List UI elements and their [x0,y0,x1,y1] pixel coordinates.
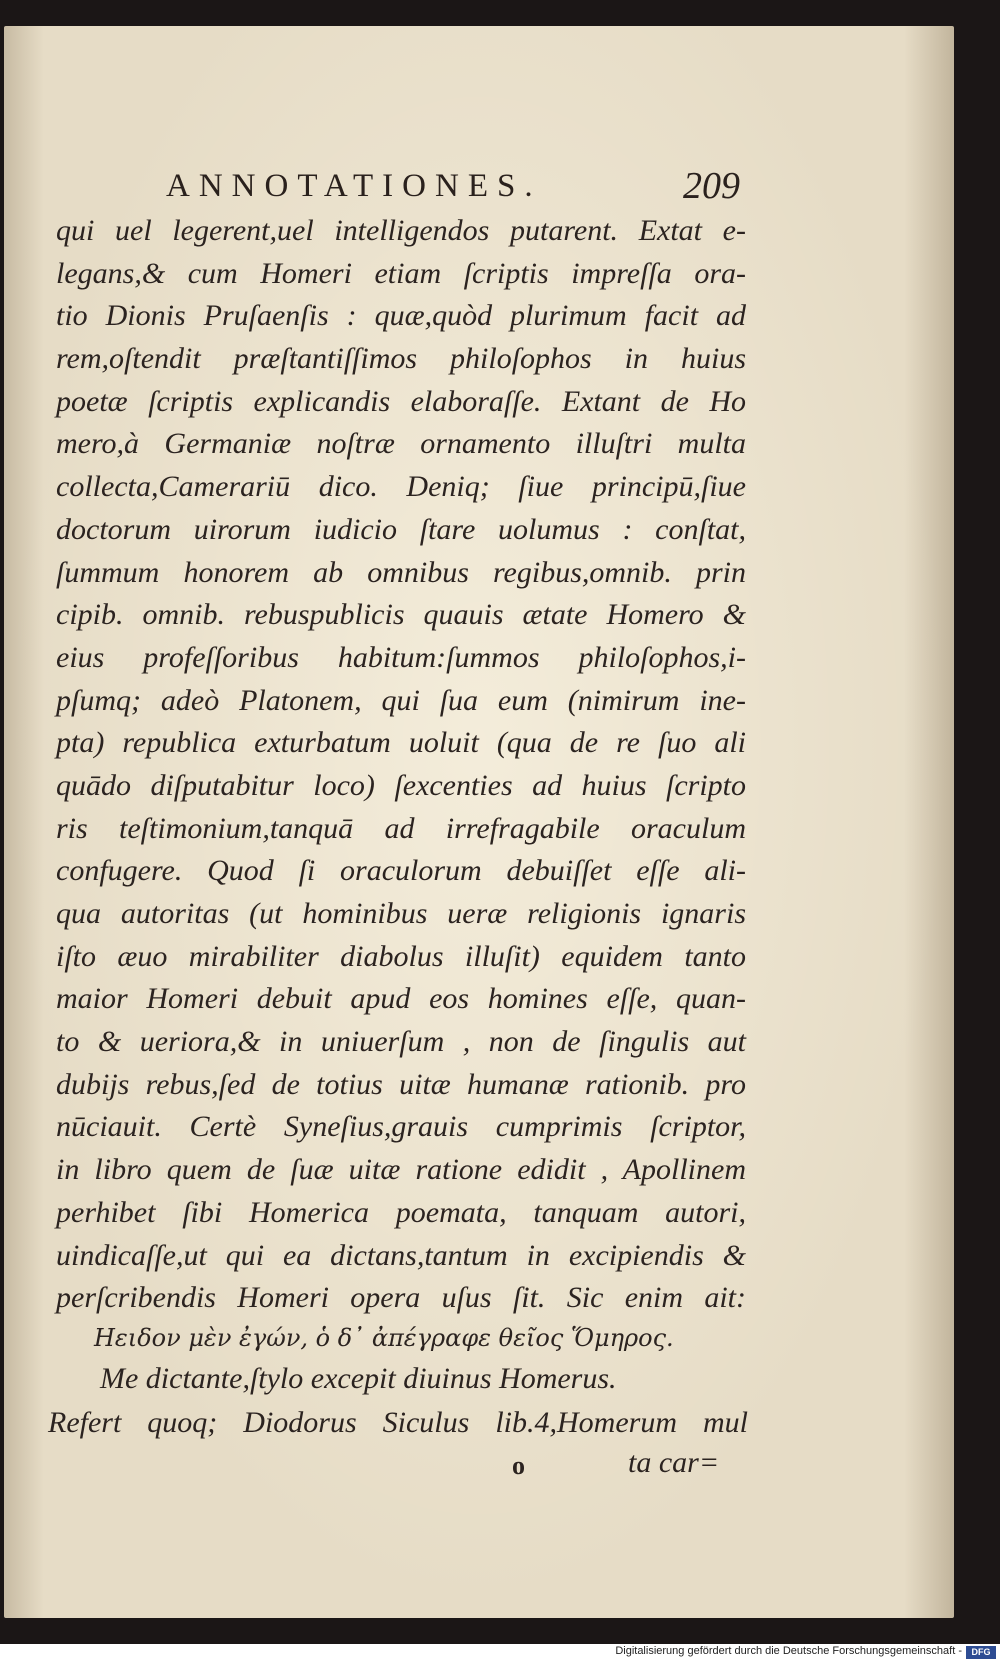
signature-mark: o [512,1451,525,1480]
show-through-text [214,54,634,80]
text-line: rem,oſtendit præſtantiſſimos philoſophos in huius [56,342,746,376]
text-line: confugere. Quod ſi oraculorum debuiſſet eſſe ali- [56,854,746,888]
book-page [4,26,954,1618]
text-line: maior Homeri debuit apud eos homines eſſe, quan- [56,982,746,1016]
text-line: collecta,Camerariū dico. Deniq; ſiue principū,ſiue [56,470,746,504]
greek-verse: Ηειδον μὲν ἐγών, ὁ δ᾽ ἀπέγραφε θεῖος Ὅμηρος. [94,1324,674,1352]
digitization-credit-bar [0,1644,1000,1662]
text-line: in libro quem de ſuæ uitæ ratione edidit , Apollinem [56,1153,746,1187]
text-line: pta) republica exturbatum uoluit (qua de re ſuo ali [56,726,746,760]
page-number: 209 [683,165,740,207]
text-line: uindicaſſe,ut qui ea dictans,tantum in excipiendis & [56,1238,746,1272]
text-line: iſto æuo mirabiliter diabolus illuſit) equidem tanto [56,939,746,973]
text-line: perſcribendis Homeri opera uſus ſit. Sic enim ait: [56,1281,746,1315]
text-line: qua autoritas (ut hominibus ueræ religionis ignaris [56,897,746,930]
body-text [56,210,746,1320]
text-line-last: Refert quoq; Diodorus Siculus lib.4,Homerum mul [48,1406,748,1439]
credit-text: Digitalisierung gefördert durch die Deutsche Forschungsgemeinschaft - [615,1645,962,1657]
latin-verse: Me dictante,ſtylo excepit diuinus Homerus. [100,1362,617,1395]
text-line: eius profeſſoribus habitum:ſummos philoſophos,i- [56,640,746,674]
running-head: ANNOTATIONES. [166,168,542,204]
text-line: cipib. omnib. rebuspublicis quauis ætate Homero & [56,598,746,632]
text-line: perhibet ſibi Homerica poemata, tanquam autori, [56,1195,746,1229]
catchword: ta car= [628,1446,720,1479]
text-line: nūciauit. Certè Syneſius,grauis cumprimis ſcriptor, [56,1110,746,1144]
text-line: doctorum uirorum iudicio ſtare uolumus : conſtat, [56,512,746,546]
page-header [60,144,740,207]
text-line: pſumq; adeò Platonem, qui ſua eum (nimirum ine- [56,683,746,717]
dfg-logo-icon: DFG [966,1646,996,1659]
text-line: ris teſtimonium,tanquā ad irrefragabile oraculum [56,811,746,845]
text-line: tio Dionis Pruſaenſis : quæ,quòd plurimum facit ad [56,299,746,333]
text-line: dubijs rebus,ſed de totius uitæ humanæ rationib. pro [56,1067,746,1101]
text-line: to & ueriora,& in uniuerſum , non de ſingulis aut [56,1025,746,1059]
text-line: legans,& cum Homeri etiam ſcriptis impreſſa ora- [56,256,746,290]
text-line: qui uel legerent,uel intelligendos putarent. Extat e- [56,214,746,247]
text-line: poetæ ſcriptis explicandis elaboraſſe. Extant de Ho [56,384,746,418]
text-line: ſummum honorem ab omnibus regibus,omnib. prin [56,555,746,589]
text-line: mero,à Germaniæ noſtræ ornamento illuſtri multa [56,427,746,461]
text-line: quādo diſputabitur loco) ſexcenties ad huius ſcripto [56,768,746,802]
